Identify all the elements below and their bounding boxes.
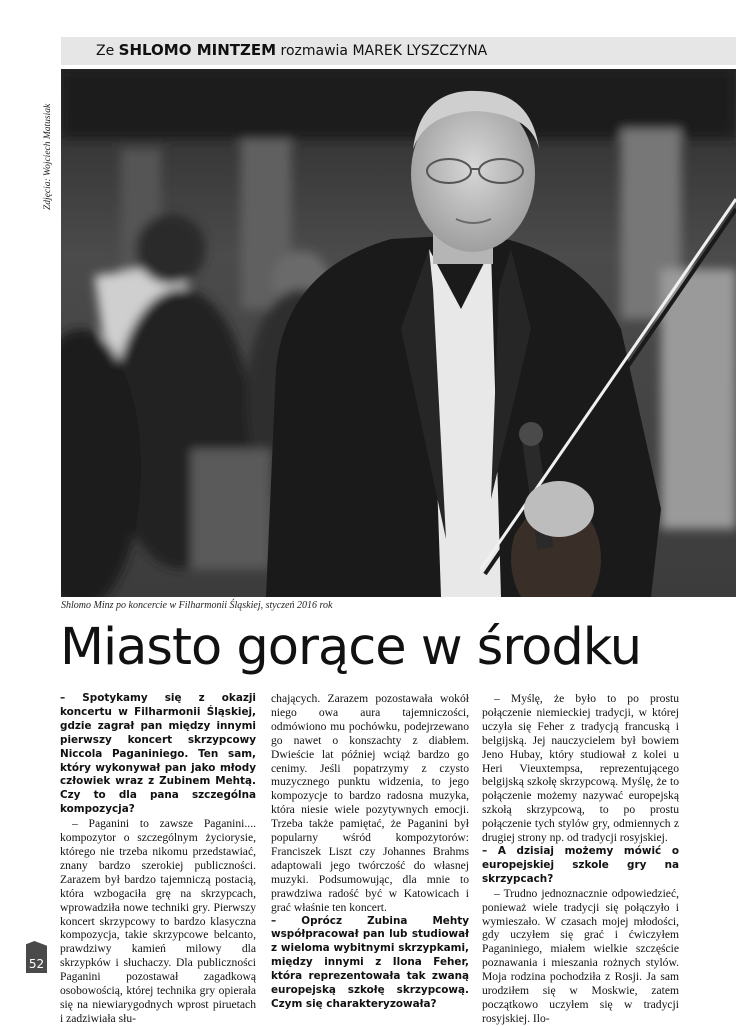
interview-answer: – Paganini to zawsze Paganini.... kompozytor o szczególnym życiorysie, którego nie trzeba nikomu przedstawiać, znany bardzo szerokiej publiczności. Zarazem był bardzo tajemniczą postacią, która wzbogaciła grę na skrzypcach, wprowadziła nowe techniki gry. Pierwszy koncert skrzypcowy to bardzo klasyczna kompozycja, takie skrzypcowe belcanto, prawdziwy kamień milowy dla skrzypków i słuchaczy. Dla publiczności Paganini pozostawał zagadkową osobowością, której technika gry opierała się na niewiarygodnych wprost piruetach i zadziwiała słu- <box>60 817 256 1025</box>
byline-interviewer: rozmawia MAREK LYSZCZYNA <box>280 43 488 59</box>
interview-byline <box>96 41 487 59</box>
article-title: Miasto gorące w środku <box>60 618 642 677</box>
interview-answer: chających. Zarazem pozostawała wokół niego owa aura tajemniczości, odmówiono mu pochówku, podejrzewano go nawet o konszachty z diabłem. Dwieście lat później wciąż bardzo go cenimy. Jeśli popatrzymy z czysto muzycznego punktu widzenia, to jego kompozycje to bardzo radosna muzyka, która niesie wiele pozytywnych emocji. Trzeba także pamiętać, że Paganini był popularny wśród kompozytorów: Franciszek Liszt czy Johannes Brahms adaptowali jego twórczość do własnej muzyki. Podsumowując, dla mnie to prawdziwa radość być w Katowicach i grać właśnie ten koncert. <box>271 692 469 914</box>
byline-prefix: Ze <box>96 43 115 59</box>
interview-question: – A dzisiaj możemy mówić o europejskiej szkole gry na skrzypcach? <box>482 844 679 885</box>
photo-credit <box>43 70 61 210</box>
portrait-photo <box>61 69 736 597</box>
article-column-2 <box>271 692 469 1012</box>
article-column-3 <box>482 692 679 1026</box>
page-number: 52 <box>26 947 47 973</box>
interview-answer: – Myślę, że było to po prostu połączenie niemieckiej tradycji, w której uczyła się Feher z tradycją francuską i belgijską. Jej nauczycielem był bowiem Jeno Hubay, który studiował z kolei u Heri Vieuxtempsa, reprezentującego belgijską szkołę skrzypcową. Myślę, że to połączenie możemy nazywać europejską szkołą skrzypcową, to po prostu połączenie tych stylów gry, odmiennych z drugiej strony np. od tradycji rosyjskiej. <box>482 692 679 845</box>
photo-caption: Shlomo Minz po koncercie w Filharmonii Śląskiej, styczeń 2016 rok <box>61 600 333 611</box>
interview-question: – Oprócz Zubina Mehty współpracował pan lub studiował z wieloma wybitnymi skrzypkami, między innymi z Ilona Feher, która reprezentowała tak zwaną europejską szkołę skrzypcową. Czym się charakteryzowała? <box>271 914 469 1010</box>
interviewee-name: SHLOMO MINTZEM <box>118 41 277 59</box>
interview-question: – Spotykamy się z okazji koncertu w Filharmonii Śląskiej, gdzie zagrał pan między innymi pierwszy koncert skrzypcowy Niccola Paganiniego. Ten sam, który wykonywał pan jako młody człowiek wraz z Zubinem Mehtą. Czy to dla pana szczególna kompozycja? <box>60 692 256 816</box>
article-column-1 <box>60 692 256 1026</box>
photo-credit-text: Zdjęcia: Wojciech Matusiak <box>43 103 53 210</box>
interview-answer: – Trudno jednoznacznie odpowiedzieć, ponieważ wiele tradycji się połączyło i wymieszało. W czasach mojej młodości, gdy uczyłem się grać i ćwiczyłem Paganiniego, miałem wielkie szczęście poznawania i mieszania rożnych stylów. Moja rodzina pochodziła z Rosji. Ja sam urodziłem się w Moskwie, zatem początkowo uczyłem się w tradycji rosyjskiej. Ilo- <box>482 886 679 1025</box>
